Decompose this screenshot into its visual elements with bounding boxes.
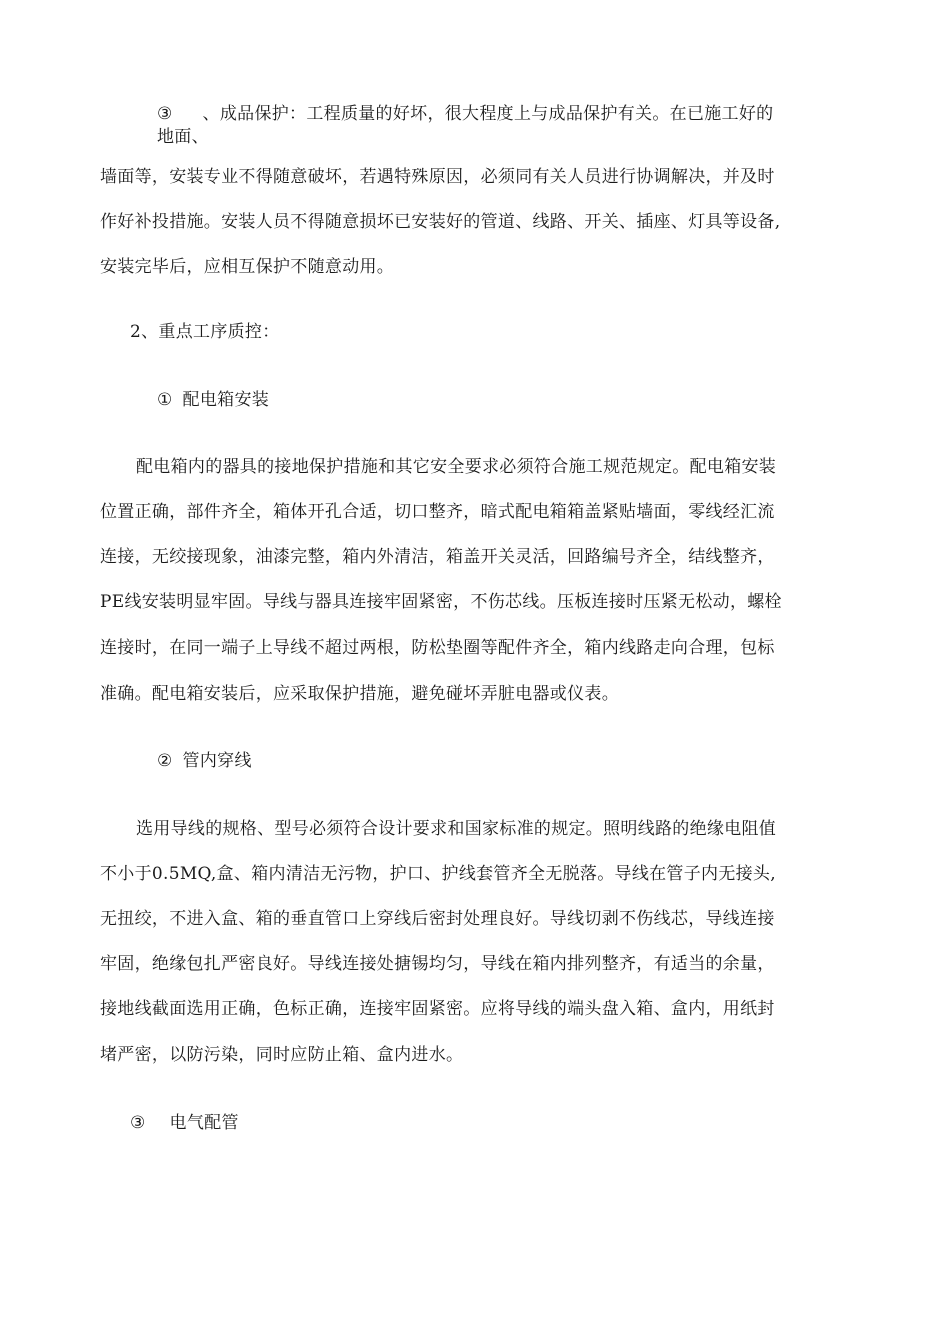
subsection-heading-distribution-box <box>157 390 269 410</box>
paragraph-line: 准确。配电箱安装后，应采取保护措施，避免碰坏弄脏电器或仪表。 <box>100 684 619 704</box>
item3-head-text: 、成品保护：工程质量的好坏，很大程度上与成品保护有关。在已施工好的 <box>202 104 774 124</box>
paragraph-line: 无扭绞，不进入盒、箱的垂直管口上穿线后密封处理良好。导线切剥不伤线芯，导线连接 <box>100 909 775 929</box>
paragraph-line: 连接时，在同一端子上导线不超过两根，防松垫圈等配件齐全，箱内线路走向合理，包标 <box>100 638 775 658</box>
paragraph-line: 不小于0.5MQ,盒、箱内清洁无污物，护口、护线套管齐全无脱落。导线在管子内无接头, <box>100 864 776 884</box>
paragraph-line: 墙面等，安装专业不得随意破坏，若遇特殊原因，必须同有关人员进行协调解决，并及时 <box>100 167 775 187</box>
paragraph-line: 配电箱内的器具的接地保护措施和其它安全要求必须符合施工规范规定。配电箱安装 <box>136 457 777 477</box>
sub2-marker: ② <box>157 751 173 771</box>
paragraph-line: 作好补投措施。安装人员不得随意损坏已安装好的管道、线路、开关、插座、灯具等设备, <box>100 212 781 232</box>
paragraph-line: 连接，无绞接现象，油漆完整，箱内外清洁，箱盖开关灵活，回路编号齐全，结线整齐， <box>100 547 775 567</box>
paragraph-line: 位置正确，部件齐全，箱体开孔合适，切口整齐，暗式配电箱箱盖紧贴墙面，零线经汇流 <box>100 502 775 522</box>
section-title: 2、重点工序质控： <box>130 322 280 342</box>
subsection-heading-wire-threading <box>157 751 252 771</box>
sub3-marker: ③ <box>130 1113 146 1133</box>
paragraph-line: 选用导线的规格、型号必须符合设计要求和国家标准的规定。照明线路的绝缘电阻值 <box>136 819 777 839</box>
paragraph-line: 牢固，绝缘包扎严密良好。导线连接处搪锡均匀，导线在箱内排列整齐，有适当的余量， <box>100 954 775 974</box>
item3-marker: ③ <box>157 104 173 124</box>
item3-protect-heading <box>157 104 773 124</box>
sub2-title: 管内穿线 <box>182 751 252 771</box>
item3-head-continuation: 地面、 <box>157 127 209 147</box>
subsection-heading-electrical-conduit <box>130 1113 239 1133</box>
paragraph-line: 接地线截面选用正确，色标正确，连接牢固紧密。应将导线的端头盘入箱、盒内，用纸封 <box>100 999 775 1019</box>
paragraph-line: PE线安装明显牢固。导线与器具连接牢固紧密，不伤芯线。压板连接时压紧无松动，螺栓 <box>100 592 782 612</box>
sub1-title: 配电箱安装 <box>182 390 270 410</box>
sub3-title: 电气配管 <box>169 1113 239 1133</box>
sub1-marker: ① <box>157 390 173 410</box>
paragraph-line: 堵严密，以防污染，同时应防止箱、盒内进水。 <box>100 1045 464 1065</box>
paragraph-line: 安装完毕后，应相互保护不随意动用。 <box>100 257 395 277</box>
